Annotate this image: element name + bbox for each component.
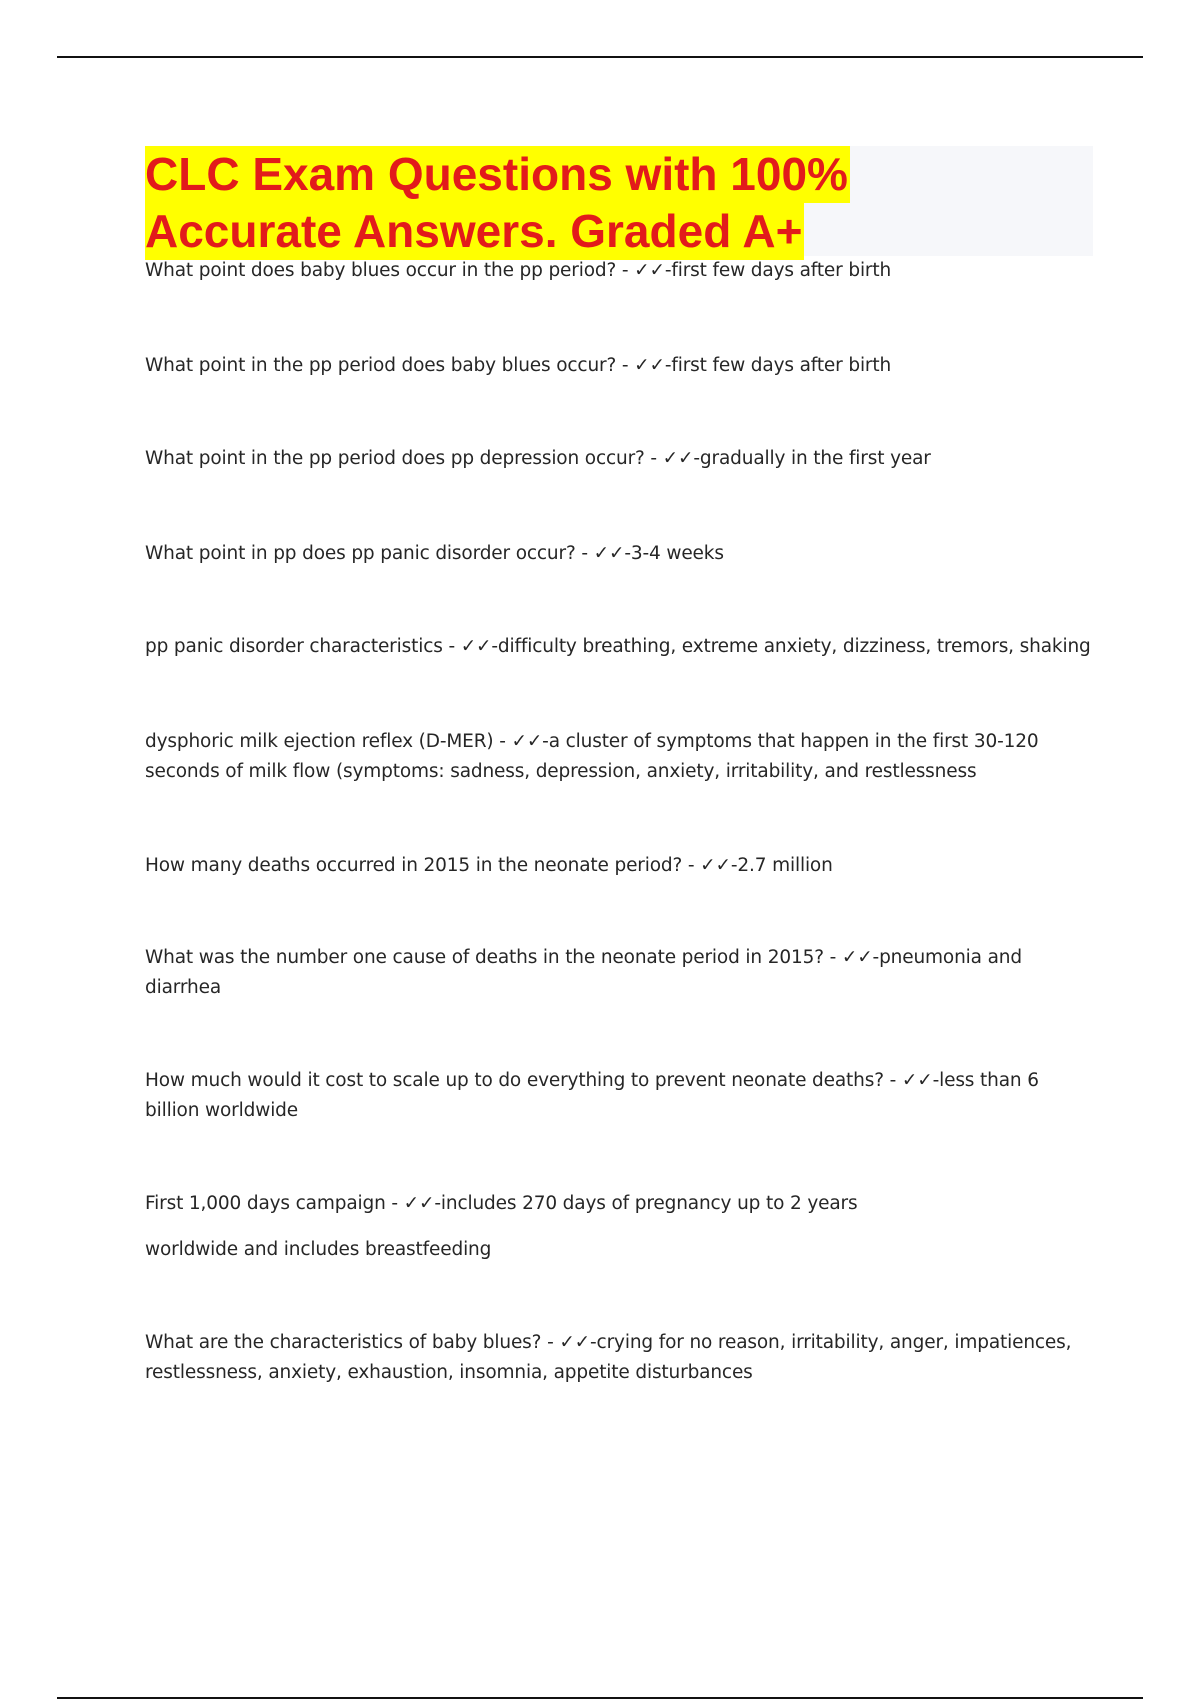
- title-line-1: CLC Exam Questions with 100%: [145, 146, 850, 203]
- qa-item: [145, 1328, 1095, 1388]
- qa-item: [145, 256, 1095, 286]
- qa-item: [145, 632, 1095, 662]
- qa-text: dysphoric milk ejection reflex (D-MER) - ✓✓-a cluster of symptoms that happen in the first 30-120 seconds of milk flow (symptoms: sadness, depression, anxiety, irritability, and restlessness: [145, 731, 1039, 782]
- qa-text-continued: worldwide and includes breastfeeding: [145, 1239, 492, 1260]
- qa-text: First 1,000 days campaign - ✓✓-includes 270 days of pregnancy up to 2 years: [145, 1193, 858, 1214]
- qa-text: How many deaths occurred in 2015 in the neonate period? - ✓✓-2.7 million: [145, 855, 833, 876]
- qa-item: [145, 943, 1095, 1003]
- document-title: [145, 146, 850, 260]
- qa-item: [145, 851, 1095, 881]
- qa-text: What are the characteristics of baby blues? - ✓✓-crying for no reason, irritability, anger, impatiences, restlessness, anxiety, exhaustion, insomnia, appetite disturbances: [145, 1332, 1072, 1383]
- qa-text: What point in pp does pp panic disorder occur? - ✓✓-3-4 weeks: [145, 543, 724, 564]
- header-rule: [57, 56, 1143, 58]
- qa-text: What was the number one cause of deaths in the neonate period in 2015? - ✓✓-pneumonia and diarrhea: [145, 947, 1022, 998]
- qa-item: [145, 727, 1095, 787]
- qa-item: [145, 444, 1095, 474]
- qa-item: [145, 1066, 1095, 1126]
- qa-text: How much would it cost to scale up to do everything to prevent neonate deaths? - ✓✓-less than 6 billion worldwide: [145, 1070, 1039, 1121]
- qa-text: What point does baby blues occur in the pp period? - ✓✓-first few days after birth: [145, 260, 892, 281]
- title-line-2: Accurate Answers. Graded A+: [145, 203, 804, 260]
- qa-text: pp panic disorder characteristics - ✓✓-difficulty breathing, extreme anxiety, dizziness, tremors, shaking: [145, 636, 1091, 657]
- qa-item: [145, 1189, 1095, 1265]
- footer-rule: [57, 1697, 1143, 1699]
- qa-text: What point in the pp period does pp depression occur? - ✓✓-gradually in the first year: [145, 448, 931, 469]
- qa-item: [145, 539, 1095, 569]
- qa-text: What point in the pp period does baby blues occur? - ✓✓-first few days after birth: [145, 355, 892, 376]
- qa-item: [145, 351, 1095, 381]
